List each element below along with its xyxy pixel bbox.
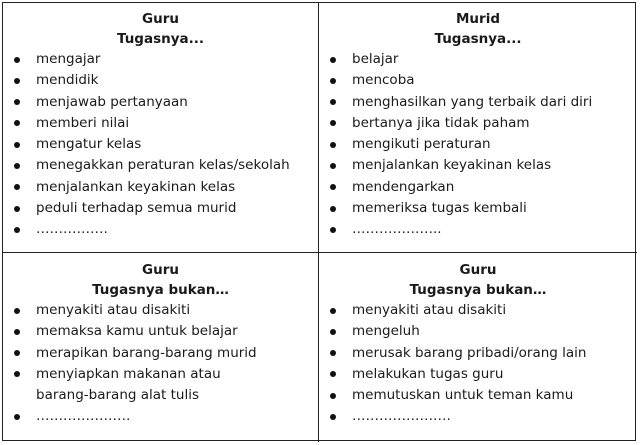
list-item: ………………….: [327, 406, 629, 427]
student-duties-cell: [319, 3, 637, 253]
list-item: mengajar: [11, 49, 310, 70]
teacher-not-duties-list-1: [11, 300, 310, 428]
list-item: menegakkan peraturan kelas/sekolah: [11, 155, 310, 176]
teacher-duties-title: Guru: [142, 11, 179, 27]
list-item: mengatur kelas: [11, 134, 310, 155]
list-item: menyakiti atau disakiti: [327, 300, 629, 321]
list-item: mencoba: [327, 70, 629, 91]
list-item: menjalankan keyakinan kelas: [11, 177, 310, 198]
list-item: memeriksa tugas kembali: [327, 198, 629, 219]
list-item: mendidik: [11, 70, 310, 91]
list-item: …………………: [11, 406, 310, 427]
list-item: menjawab pertanyaan: [11, 92, 310, 113]
list-item: menghasilkan yang terbaik dari diri: [327, 92, 629, 113]
list-item: memberi nilai: [11, 113, 310, 134]
teacher-duties-list: [11, 49, 310, 241]
teacher-duties-subtitle: Tugasnya...: [116, 31, 205, 47]
duties-table: [2, 2, 636, 441]
teacher-not-duties-list-2: [327, 300, 629, 428]
student-duties-list: [327, 49, 629, 241]
student-duties-subtitle: Tugasnya...: [434, 31, 522, 47]
list-item: memutuskan untuk teman kamu: [327, 385, 629, 406]
teacher-not-duties-title-2: Guru: [459, 262, 497, 278]
list-item: mengikuti peraturan: [327, 134, 629, 155]
list-item: menyakiti atau disakiti: [11, 300, 310, 321]
list-item: merusak barang pribadi/orang lain: [327, 343, 629, 364]
teacher-not-duties-cell-1: [3, 253, 319, 442]
teacher-not-duties-cell-2: [319, 253, 637, 442]
list-item: bertanya jika tidak paham: [327, 113, 629, 134]
teacher-duties-cell: [3, 3, 319, 253]
list-item: mendengarkan: [327, 177, 629, 198]
list-item: peduli terhadap semua murid: [11, 198, 310, 219]
list-item: menjalankan keyakinan kelas: [327, 155, 629, 176]
list-item: mengeluh: [327, 321, 629, 342]
teacher-not-duties-title-1: Guru: [142, 262, 179, 278]
list-item: belajar: [327, 49, 629, 70]
list-item: menyiapkan makanan atau barang-barang alat tulis: [11, 364, 266, 407]
student-duties-title: Murid: [456, 11, 500, 27]
list-item: melakukan tugas guru: [327, 364, 629, 385]
teacher-not-duties-subtitle-2: Tugasnya bukan…: [409, 282, 547, 298]
list-item: ………………..: [327, 219, 629, 240]
list-item: …………….: [11, 219, 310, 240]
list-item: merapikan barang-barang murid: [11, 343, 310, 364]
teacher-not-duties-subtitle-1: Tugasnya bukan…: [92, 282, 229, 298]
list-item: memaksa kamu untuk belajar: [11, 321, 310, 342]
